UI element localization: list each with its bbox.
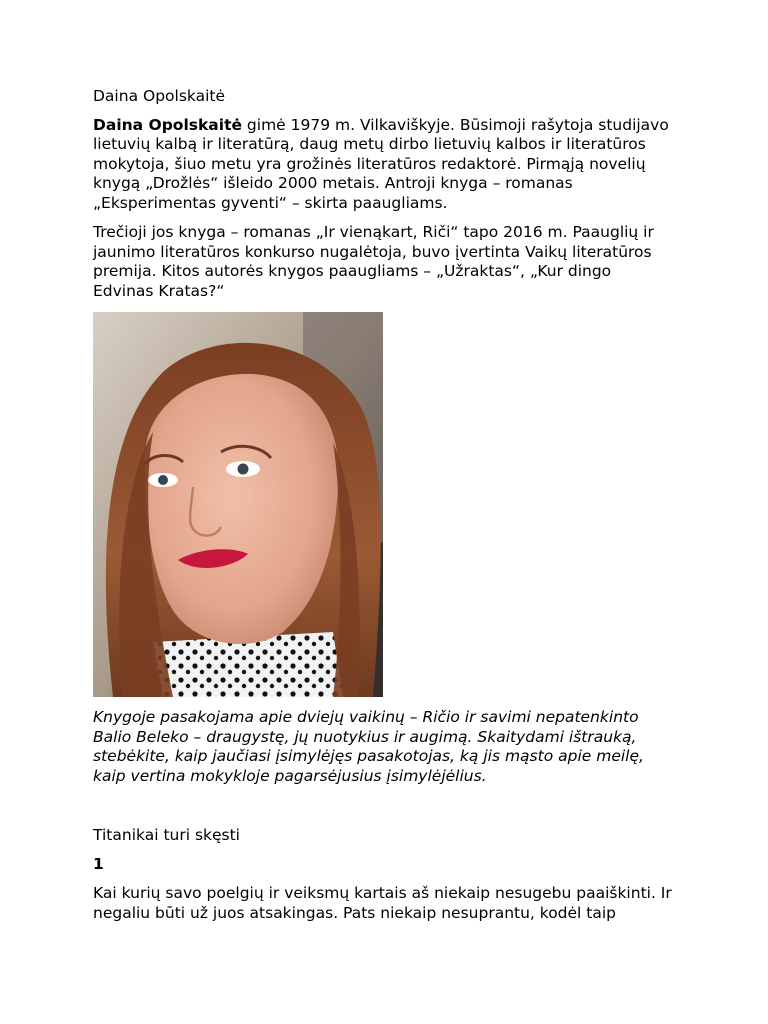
story-text-line: negaliu būti už juos atsakingas. Pats niekaip nesuprantu, kodėl taip <box>93 904 617 922</box>
bio-paragraph-line: mokytoja, šiuo metu yra grožinės literatūros redaktorė. Pirmąją novelių <box>93 155 646 173</box>
books-paragraph-line: jaunimo literatūros konkurso nugalėtoja, buvo įvertinta Vaikų literatūros <box>93 243 652 261</box>
caption-line: Knygoje pasakojama apie dviejų vaikinų – Ričio ir savimi nepatenkinto <box>93 708 639 726</box>
books-paragraph-line: Trečioji jos knyga – romanas „Ir vienąkart, Riči“ tapo 2016 m. Paauglių ir <box>93 223 654 241</box>
bio-paragraph-line <box>93 116 669 136</box>
chapter-number: 1 <box>93 855 104 873</box>
caption-line: Balio Beleko – draugystę, jų nuotykius ir augimą. Skaitydami ištrauką, <box>93 728 637 746</box>
bio-paragraph-line: lietuvių kalbą ir literatūrą, daug metų dirbo lietuvių kalbos ir literatūros <box>93 135 646 153</box>
bio-paragraph-line: „Eksperimentas gyventi“ – skirta paaugliams. <box>93 194 448 212</box>
caption-line: kaip vertina mokykloje pagarsėjusius įsimylėjėlius. <box>93 767 487 785</box>
caption-line: stebėkite, kaip jaučiasi įsimylėjęs pasakotojas, ką jis mąsto apie meilę, <box>93 747 644 765</box>
bio-line-rest: gimė 1979 m. Vilkaviškyje. Būsimoji rašytoja studijavo <box>242 116 669 134</box>
author-name-bold: Daina Opolskaitė <box>93 116 242 134</box>
bio-paragraph-line: knygą „Drožlės“ išleido 2000 metais. Antroji knyga – romanas <box>93 174 573 192</box>
books-paragraph-line: premija. Kitos autorės knygos paaugliams – „Užraktas“, „Kur dingo <box>93 262 612 280</box>
story-text-line: Kai kurių savo poelgių ir veiksmų kartais aš niekaip nesugebu paaiškinti. Ir <box>93 884 672 902</box>
story-title: Titanikai turi skęsti <box>93 826 240 844</box>
author-photo <box>93 312 383 697</box>
document-title: Daina Opolskaitė <box>93 87 226 105</box>
books-paragraph-line: Edvinas Kratas?“ <box>93 282 225 300</box>
